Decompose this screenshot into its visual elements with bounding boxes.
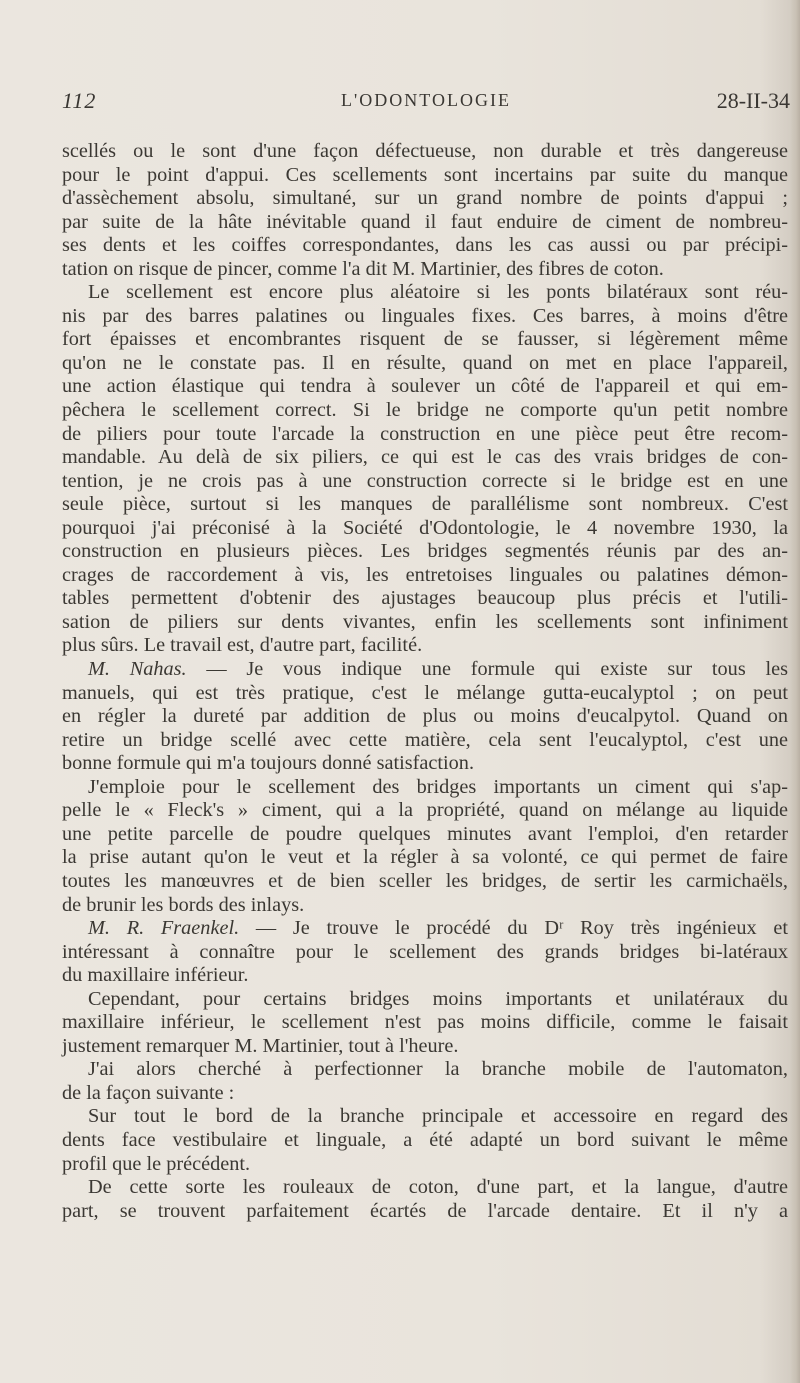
- text-line: De cette sorte les rouleaux de coton, d'une part, et la langue, d'autre: [88, 1176, 788, 1199]
- text-line: J'ai alors cherché à perfectionner la branche mobile de l'automaton,: [88, 1058, 788, 1081]
- paragraph: [62, 705, 788, 729]
- text-line: dents face vestibulaire et linguale, a été adapté un bord suivant le même: [62, 1128, 788, 1151]
- text-line: en régler la dureté par addition de plus ou moins d'eucalpytol. Quand on: [62, 705, 788, 728]
- paragraph: [62, 540, 788, 564]
- paragraph: [62, 493, 788, 517]
- paragraph: [62, 611, 788, 635]
- paragraph: [62, 258, 788, 282]
- paragraph: [62, 399, 788, 423]
- page-edge-shadow: [790, 0, 800, 1383]
- text-line: pêchera le scellement correct. Si le bridge ne comporte qu'un petit nombre: [62, 399, 788, 422]
- text-line: Le scellement est encore plus aléatoire si les ponts bilatéraux sont réu-: [88, 281, 788, 304]
- text-line: de la façon suivante :: [62, 1081, 235, 1104]
- paragraph: [62, 729, 788, 753]
- text-line: retire un bridge scellé avec cette matière, cela sent l'eucalyptol, c'est une: [62, 728, 788, 751]
- paragraph: [62, 211, 788, 235]
- paragraph: [62, 1200, 788, 1224]
- paragraph: [62, 894, 788, 918]
- text-line: par suite de la hâte inévitable quand il faut enduire de ciment de nombreu-: [62, 210, 788, 233]
- text-line: scellés ou le sont d'une façon défectueuse, non durable et très dangereuse: [62, 140, 788, 162]
- text-line: une petite parcelle de poudre quelques minutes avant l'emploi, d'en retarder: [62, 822, 788, 845]
- paragraph: [62, 658, 788, 682]
- paragraph: [62, 352, 788, 376]
- text-line: tables permettent d'obtenir des ajustages beaucoup plus précis et l'utili-: [62, 587, 788, 610]
- paragraph: [62, 752, 788, 776]
- page-number: 112: [62, 88, 97, 113]
- text-line: construction en plusieurs pièces. Les bridges segmentés réunis par des an-: [62, 540, 788, 563]
- text-line: manuels, qui est très pratique, c'est le mélange gutta-eucalyptol ; on peut: [62, 681, 788, 704]
- paragraph: [62, 941, 788, 965]
- paragraph: [62, 682, 788, 706]
- text-line: tation on risque de pincer, comme l'a dit M. Martinier, des fibres de coton.: [62, 257, 664, 280]
- paragraph: [62, 846, 788, 870]
- text-line: une action élastique qui tendra à soulever un côté de l'appareil et qui em-: [62, 375, 788, 398]
- text-line: Cependant, pour certains bridges moins importants et unilatéraux du: [88, 987, 788, 1010]
- text-line: — Je vous indique une formule qui existe sur tous les: [186, 658, 788, 681]
- paragraph: [62, 799, 788, 823]
- paragraph: [62, 870, 788, 894]
- paragraph: [62, 1082, 788, 1106]
- text-line: du maxillaire inférieur.: [62, 964, 249, 987]
- text-line: mandable. Au delà de six piliers, ce qui est le cas des vrais bridges de con-: [62, 446, 788, 469]
- paragraph: [62, 1035, 788, 1059]
- text-line: ses dents et les coiffes correspondantes, dans les cas aussi ou par précipi-: [62, 234, 788, 257]
- text-line: part, se trouvent parfaitement écartés de l'arcade dentaire. Et il n'y a: [62, 1199, 788, 1222]
- paragraph: [62, 187, 788, 211]
- paragraph: [62, 1176, 788, 1200]
- paragraph: [62, 164, 788, 188]
- text-line: d'assèchement absolu, simultané, sur un grand nombre de points d'appui ;: [62, 187, 788, 210]
- text-line: de piliers pour toute l'arcade la construction en une pièce peut être recom-: [62, 422, 788, 445]
- paragraph: [62, 1058, 788, 1082]
- text-line: pour le point d'appui. Ces scellements sont incertains par suite du manque: [62, 163, 788, 186]
- paragraph: [62, 917, 788, 941]
- text-line: fort épaisses et encombrantes risquent de se fausser, si légèrement même: [62, 328, 788, 351]
- paragraph: [62, 281, 788, 305]
- text-line: crages de raccordement à vis, les entretoises linguales ou palatines démon-: [62, 563, 788, 586]
- paragraph: [62, 634, 788, 658]
- paragraph: [62, 823, 788, 847]
- text-line: sation de piliers sur dents vivantes, enfin les scellements sont infiniment: [62, 610, 788, 633]
- text-line: pourquoi j'ai préconisé à la Société d'Odontologie, le 4 novembre 1930, la: [62, 516, 788, 539]
- text-line: qu'on ne le constate pas. Il en résulte, quand on met en place l'appareil,: [62, 351, 788, 374]
- text-line: — Je trouve le procédé du Dʳ Roy très ingénieux et: [239, 917, 788, 940]
- paragraph: [62, 1011, 788, 1035]
- paragraph: [62, 1105, 788, 1129]
- text-line: toutes les manœuvres et de bien sceller les bridges, de sertir les carmichaëls,: [62, 869, 788, 892]
- paragraph: [62, 328, 788, 352]
- text-line: bonne formule qui m'a toujours donné satisfaction.: [62, 752, 475, 775]
- text-line: pelle le « Fleck's » ciment, qui a la propriété, quand on mélange au liquide: [62, 799, 788, 822]
- paragraph: [62, 988, 788, 1012]
- paragraph: [62, 1153, 788, 1177]
- speaker-name: M. R. Fraenkel.: [88, 917, 240, 940]
- paragraph: [62, 1129, 788, 1153]
- speaker-name: M. Nahas.: [88, 658, 187, 681]
- paragraph: [62, 305, 788, 329]
- paragraph: [62, 587, 788, 611]
- paragraph: [62, 964, 788, 988]
- text-line: intéressant à connaître pour le scellement des grands bridges bi-latéraux: [62, 940, 788, 963]
- text-line: J'emploie pour le scellement des bridges importants un ciment qui s'ap-: [88, 775, 788, 798]
- paragraph: [62, 564, 788, 588]
- text-line: plus sûrs. Le travail est, d'autre part, facilité.: [62, 634, 423, 657]
- text-line: la prise autant qu'on le veut et la régler à sa volonté, ce qui permet de faire: [62, 846, 788, 869]
- journal-title: L'ODONTOLOGIE: [341, 90, 511, 110]
- text-line: tention, je ne crois pas à une construction correcte si le bridge est en une: [62, 469, 788, 492]
- paragraph: [62, 423, 788, 447]
- paragraph: [62, 517, 788, 541]
- text-line: de brunir les bords des inlays.: [62, 893, 305, 916]
- paragraph: [62, 446, 788, 470]
- paragraph: [62, 470, 788, 494]
- text-line: justement remarquer M. Martinier, tout à l'heure.: [62, 1034, 459, 1057]
- text-line: maxillaire inférieur, le scellement n'est pas moins difficile, comme le faisait: [62, 1011, 788, 1034]
- issue-date: 28-II-34: [716, 88, 790, 113]
- paragraph: [62, 375, 788, 399]
- paragraph: [62, 776, 788, 800]
- body-text: [62, 140, 788, 1223]
- text-line: seule pièce, surtout si les manques de parallélisme sont nombreux. C'est: [62, 493, 788, 516]
- text-line: nis par des barres palatines ou linguales fixes. Ces barres, à moins d'être: [62, 304, 788, 327]
- running-header: [62, 88, 790, 122]
- text-line: Sur tout le bord de la branche principale et accessoire en regard des: [88, 1105, 788, 1128]
- paragraph: [62, 140, 788, 164]
- text-line: profil que le précédent.: [62, 1152, 251, 1175]
- paragraph: [62, 234, 788, 258]
